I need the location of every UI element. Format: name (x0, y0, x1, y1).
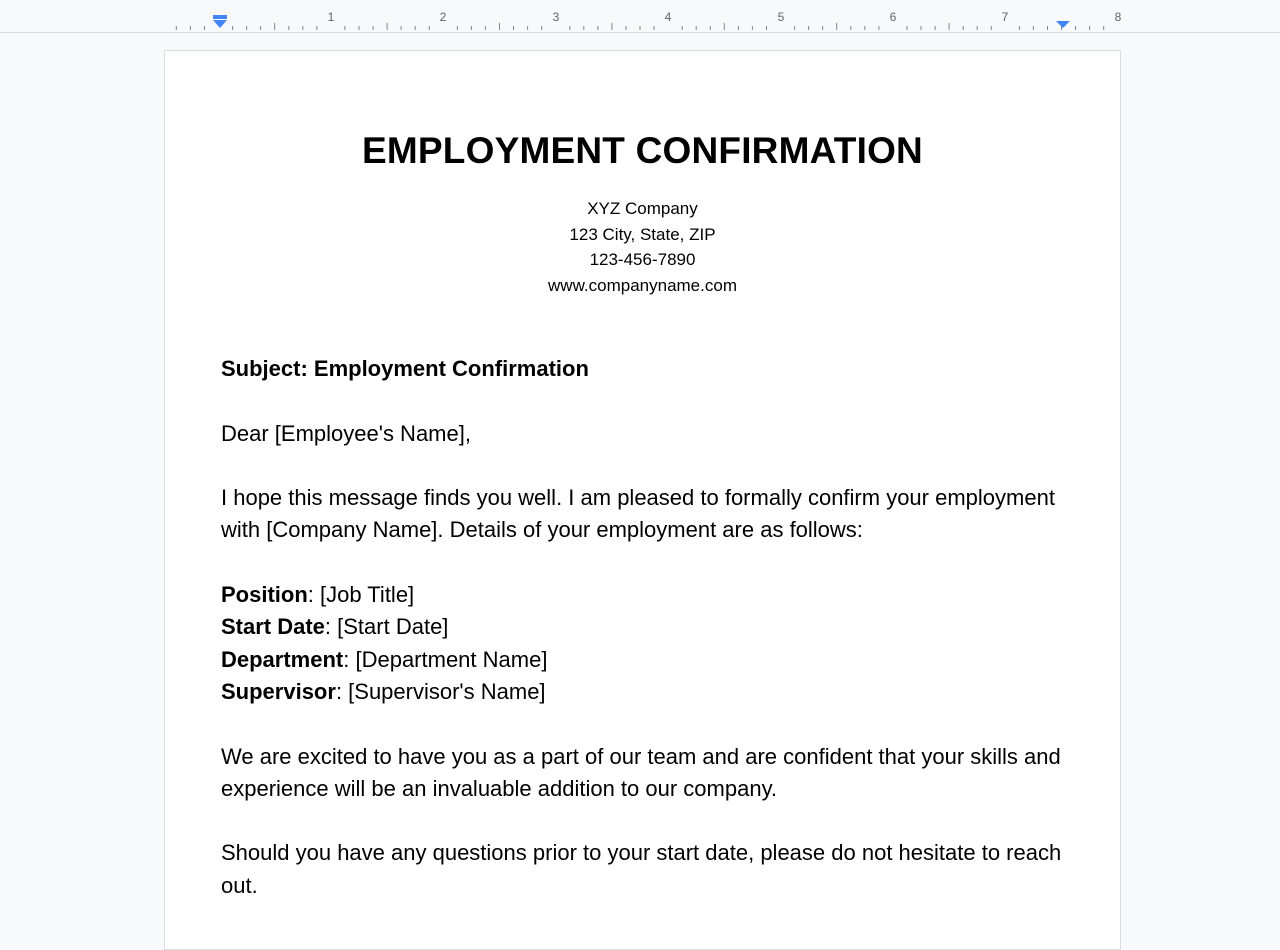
ruler-number: 4 (664, 10, 672, 24)
company-address: 123 City, State, ZIP (569, 224, 716, 244)
detail-supervisor (221, 676, 1081, 708)
left-indent-marker[interactable] (213, 15, 227, 28)
letter-body (221, 353, 1081, 934)
ruler-number: 2 (439, 10, 447, 24)
detail-label: Position (221, 582, 308, 608)
greeting: Dear [Employee's Name], (221, 420, 471, 446)
horizontal-ruler[interactable] (0, 0, 1280, 33)
detail-value: : [Start Date] (324, 614, 449, 640)
right-indent-marker[interactable] (1056, 21, 1070, 28)
company-website: www.companyname.com (548, 276, 737, 296)
detail-label: Start Date (221, 614, 325, 640)
document-title: EMPLOYMENT CONFIRMATION (362, 130, 923, 171)
detail-start-date (221, 611, 1081, 643)
detail-label: Department (221, 646, 344, 672)
questions-paragraph: Should you have any questions prior to your start date, please do not hesitate to reach out. (221, 840, 1062, 898)
ruler-number: 3 (552, 10, 560, 24)
subject-line: Subject: Employment Confirmation (221, 356, 589, 381)
company-phone: 123-456-7890 (589, 250, 696, 270)
employment-details (221, 579, 1081, 708)
team-paragraph: We are excited to have you as a part of our team and are confident that your skills and experience will be an invaluable addition to our company. (221, 743, 1061, 801)
ruler-ticks (0, 0, 1280, 32)
company-address-block (165, 196, 1120, 299)
ruler-number: 7 (1001, 10, 1009, 24)
detail-value: : [Supervisor's Name] (335, 678, 546, 704)
document-page[interactable] (164, 50, 1121, 950)
ruler-number: 6 (889, 10, 897, 24)
detail-value: : [Job Title] (307, 582, 415, 608)
ruler-number: 5 (777, 10, 785, 24)
detail-label: Supervisor (221, 678, 336, 704)
ruler-number: 8 (1114, 10, 1122, 24)
detail-position (221, 579, 1081, 611)
detail-department (221, 644, 1081, 676)
detail-value: : [Department Name] (343, 646, 548, 672)
intro-paragraph: I hope this message finds you well. I am pleased to formally confirm your employment with [Company Name]. Details of your employment are as follows: (221, 485, 1055, 543)
ruler-number: 1 (327, 10, 335, 24)
company-name: XYZ Company (587, 199, 698, 218)
